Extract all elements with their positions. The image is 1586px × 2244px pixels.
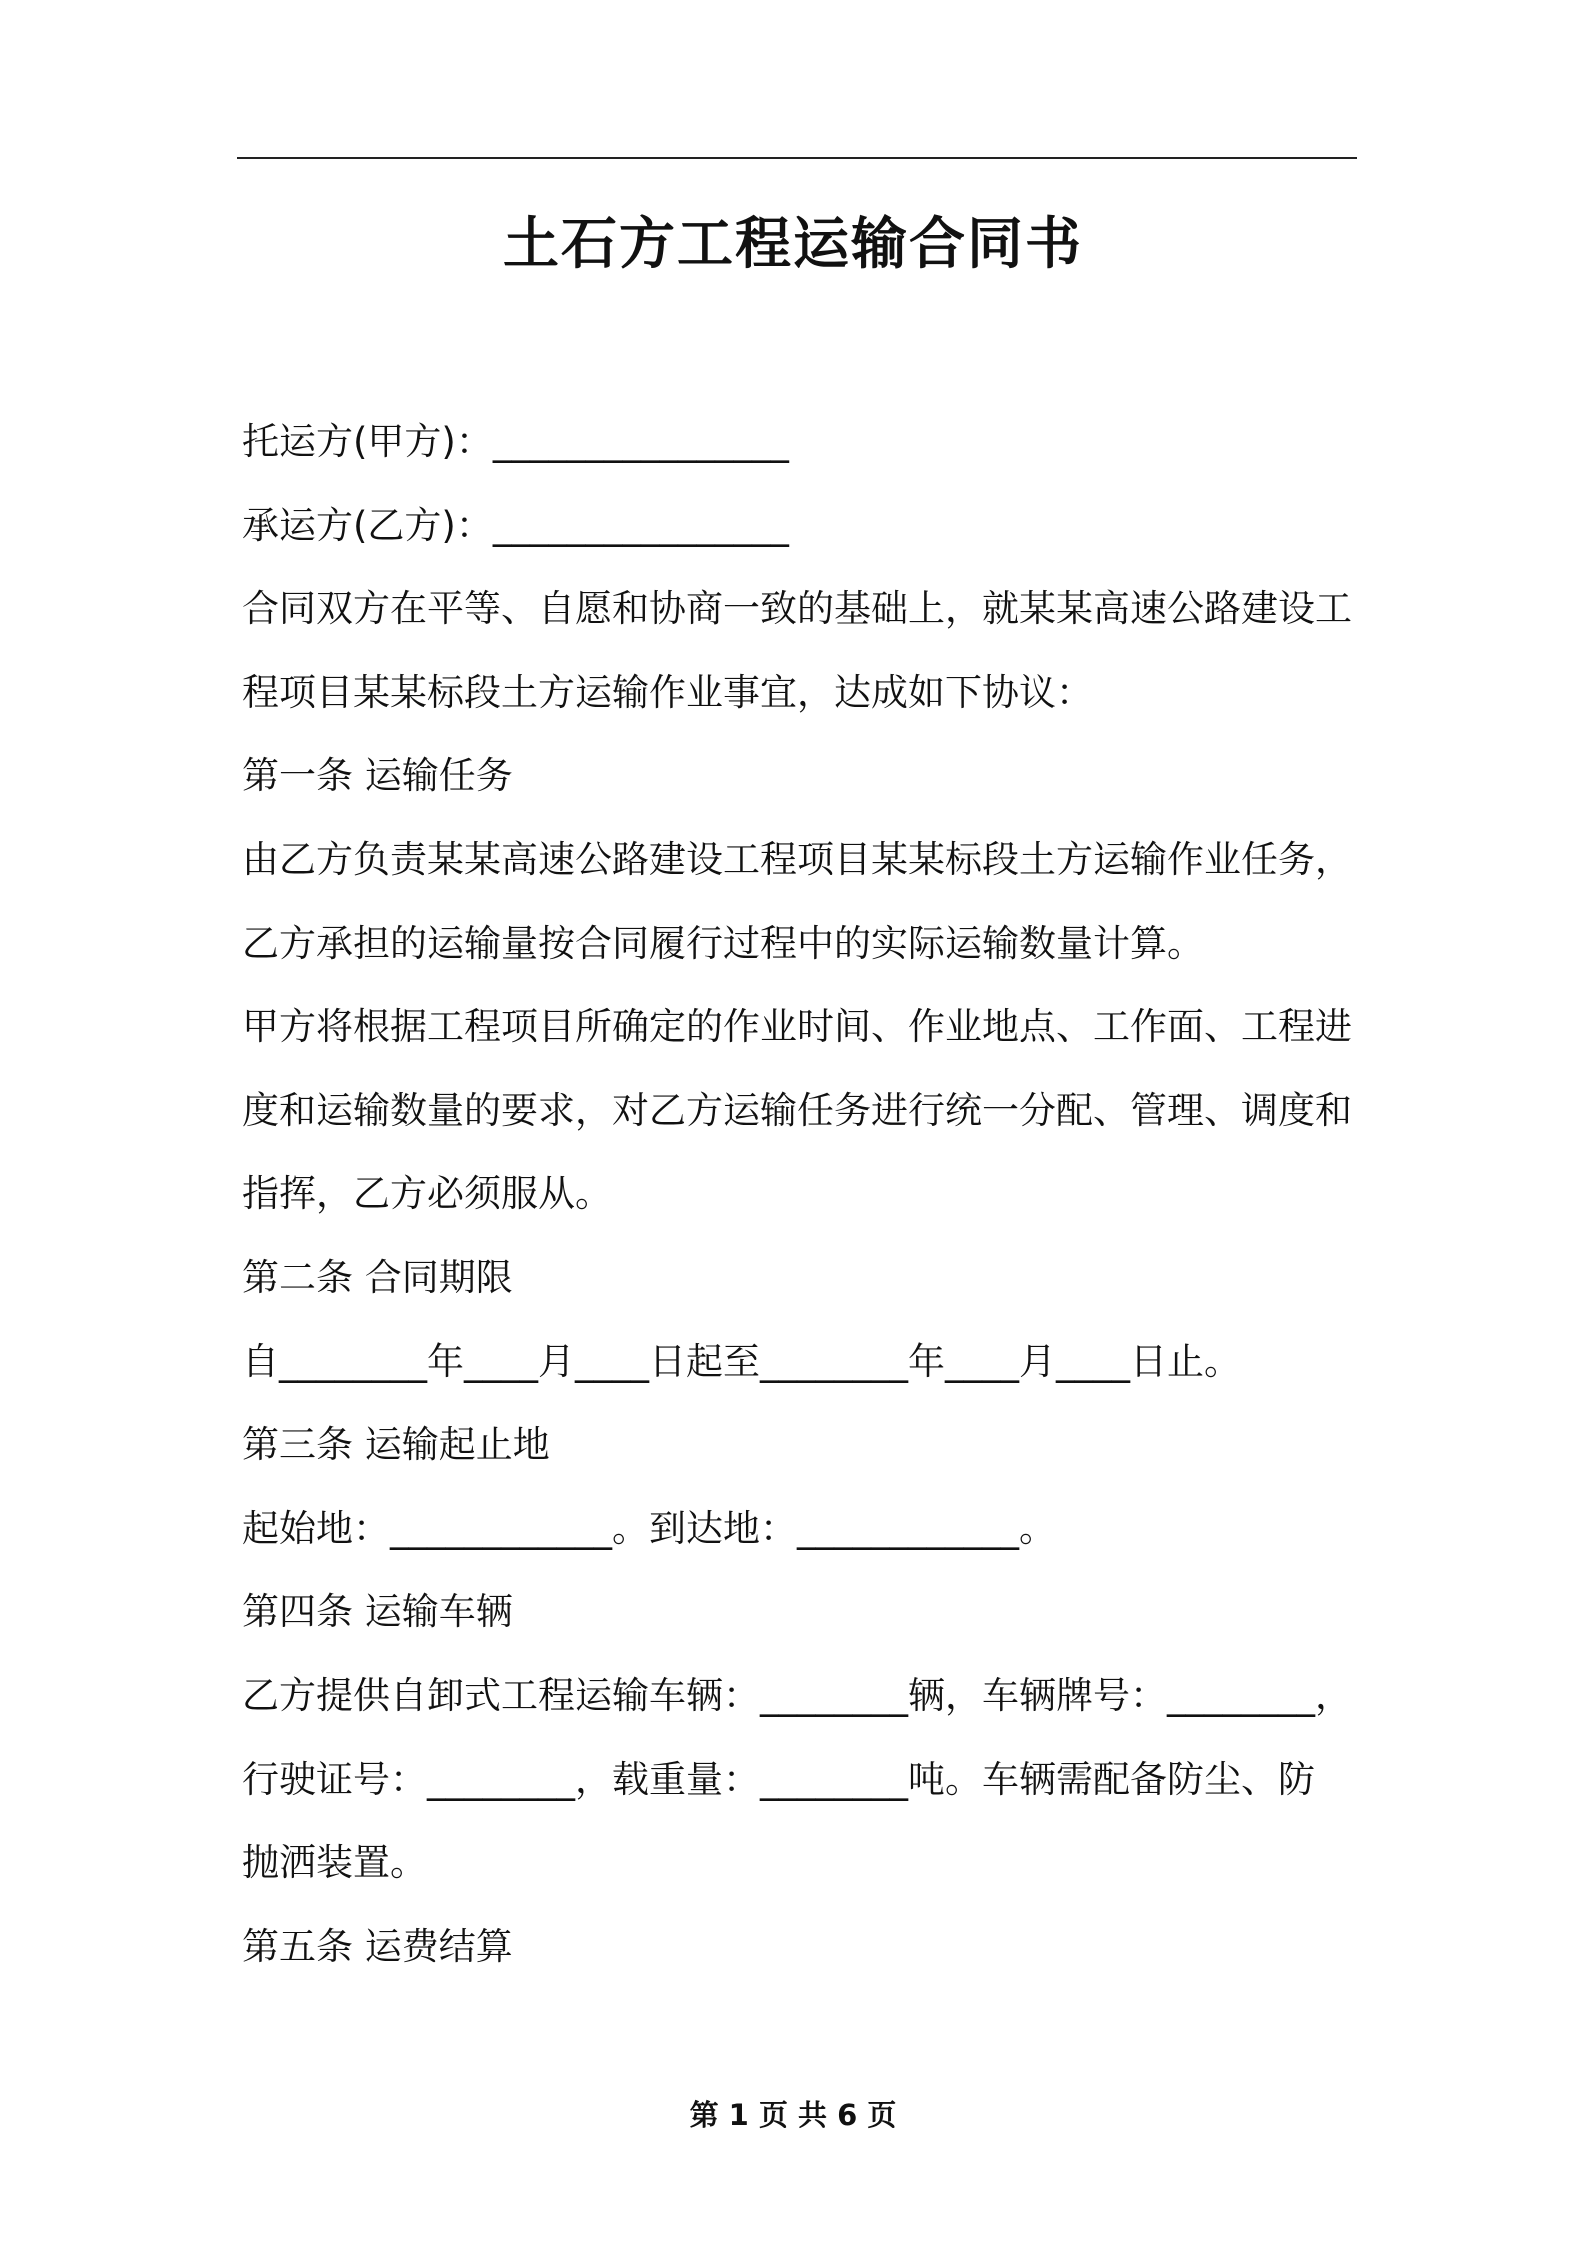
article-2-heading: 第二条 合同期限 [242, 1255, 513, 1299]
article-1-text-1: 由乙方负责某某高速公路建设工程项目某某标段土方运输作业任务， [242, 837, 1352, 881]
document-title: 土石方工程运输合同书 [503, 212, 1083, 277]
article-1-heading: 第一条 运输任务 [242, 754, 513, 798]
article-4-text-2: 行驶证号：________，载重量：________吨。车辆需配备防尘、防 [242, 1757, 1315, 1801]
article-1-text-4: 度和运输数量的要求，对乙方运输任务进行统一分配、管理、调度和 [242, 1088, 1352, 1132]
carrier-line: 承运方(乙方)：________________ [242, 503, 789, 547]
article-4-text-3: 抛洒装置。 [242, 1841, 427, 1885]
article-1-text-2: 乙方承担的运输量按合同履行过程中的实际运输数量计算。 [242, 921, 1204, 965]
article-3-text: 起始地：____________。到达地：____________。 [242, 1506, 1056, 1550]
shipper-line: 托运方(甲方)：________________ [242, 420, 789, 463]
preamble-line-1: 合同双方在平等、自愿和协商一致的基础上，就某某高速公路建设工 [242, 587, 1352, 631]
article-4-heading: 第四条 运输车辆 [242, 1590, 513, 1634]
page-number-footer: 第 1 页 共 6 页 [689, 2098, 897, 2132]
article-3-heading: 第三条 运输起止地 [242, 1423, 550, 1467]
article-2-text: 自________年____月____日起至________年____月____日止。 [242, 1339, 1241, 1383]
article-1-text-5: 指挥，乙方必须服从。 [242, 1172, 612, 1216]
preamble-line-2: 程项目某某标段土方运输作业事宜，达成如下协议： [242, 670, 1093, 714]
header-rule [237, 157, 1357, 159]
article-4-text-1: 乙方提供自卸式工程运输车辆：________辆，车辆牌号：________， [242, 1673, 1352, 1717]
document-body [242, 400, 1362, 1988]
article-5-heading: 第五条 运费结算 [242, 1924, 513, 1968]
article-1-text-3: 甲方将根据工程项目所确定的作业时间、作业地点、工作面、工程进 [242, 1005, 1352, 1049]
